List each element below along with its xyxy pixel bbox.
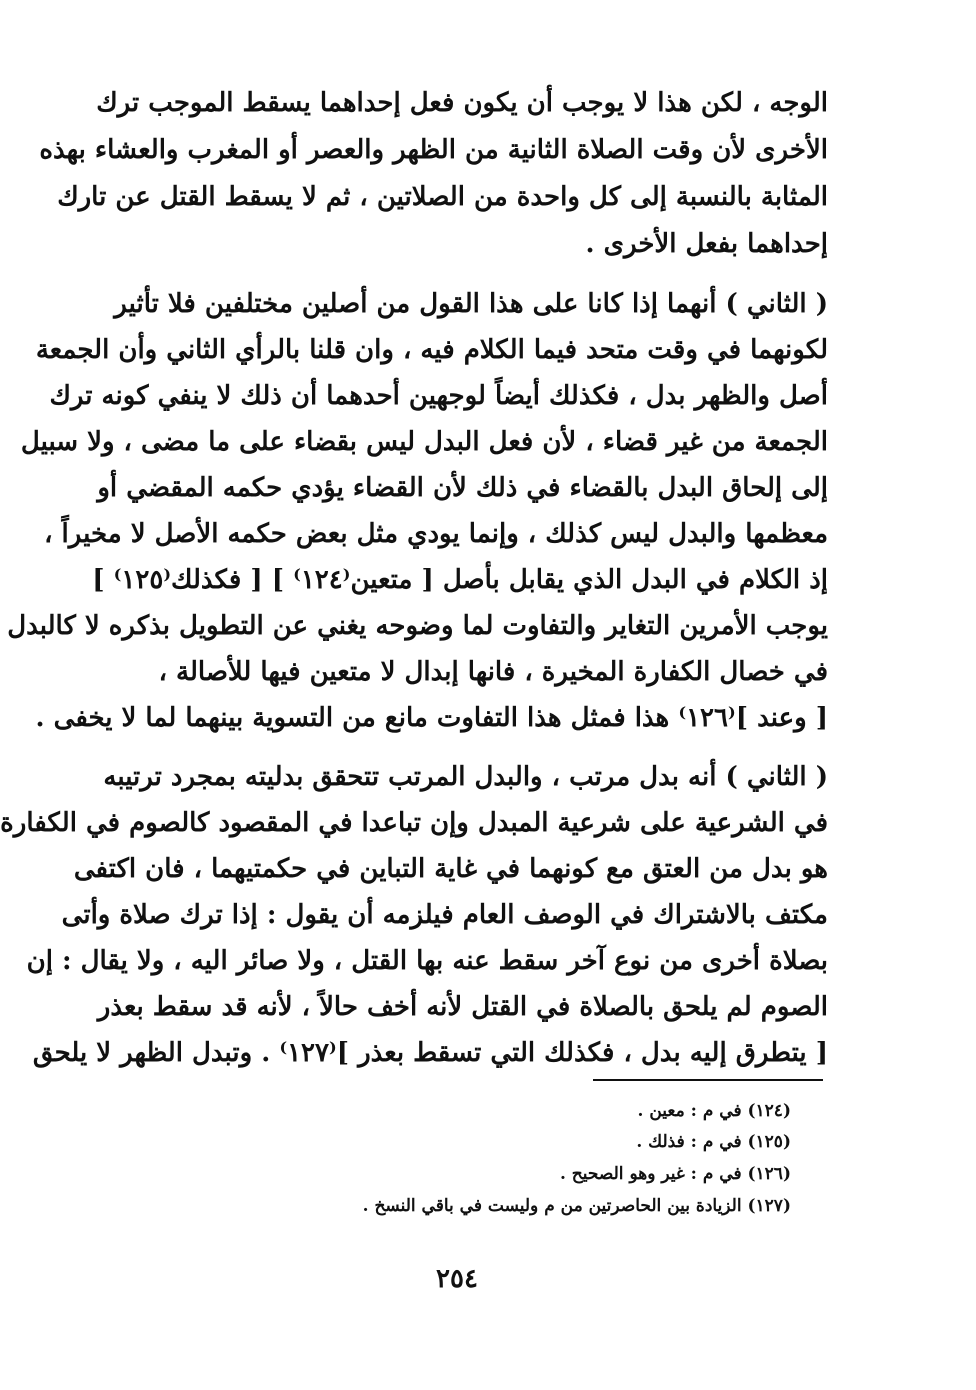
paragraph-3-line-3: هو بدل من العتق مع كونهما في غاية التباين في حكمتيهما ، فان اكتفى bbox=[73, 854, 828, 884]
paragraph-3-line-1: ( الثاني ) أنه بدل مرتب ، والبدل المرتب تتحقق بدليته بمجرد ترتيبه bbox=[103, 762, 828, 792]
footnote-127: (١٢٧) الزيادة بين الحاصرتين من م وليست في باقي النسخ . bbox=[362, 1196, 791, 1216]
footnote-125: (١٢٥) في م : فذلك . bbox=[636, 1132, 791, 1152]
paragraph-3-line-6: الصوم لم يلحق بالصلاة في القتل لأنه أخف حالاً ، لأنه قد سقط بعذر bbox=[97, 992, 828, 1022]
paragraph-1-line-2: الأخرى لأن وقت الصلاة الثانية من الظهر والعصر أو المغرب والعشاء بهذه bbox=[39, 135, 828, 165]
paragraph-1-line-4: إحداهما بفعل الأخرى . bbox=[585, 229, 828, 259]
paragraph-2-line-4: الجمعة من غير قضاء ، لأن فعل البدل ليس بقضاء على ما مضى ، ولا سبيل bbox=[20, 427, 828, 457]
footnote-126: (١٢٦) في م : غير وهو الصحيح . bbox=[559, 1164, 791, 1184]
paragraph-2-line-7: إذ الكلام في البدل الذي يقابل بأصل [ متعين⁽١٢٤⁾ ] [ فكذلك⁽١٢٥⁾ ] bbox=[92, 565, 828, 595]
paragraph-2-line-9: في خصال الكفارة المخيرة ، فانها إبدال لا متعين فيها للأصالة ، bbox=[158, 657, 828, 687]
paragraph-2-line-1: ( الثاني ) أنهما إذا كانا على هذا القول من أصلين مختلفين فلا تأثير bbox=[114, 289, 828, 319]
paragraph-1-line-1: الوجه ، لكن هذا لا يوجب أن يكون فعل إحداهما يسقط الموجب ترك bbox=[96, 88, 828, 118]
paragraph-2-line-5: إلى إلحاق البدل بالقضاء في ذلك لأن القضاء يؤدي حكمه المقضي أو bbox=[97, 473, 828, 503]
paragraph-3-line-7: [ يتطرق إليه بدل ، فكذلك التي تسقط بعذر ]⁽١٢٧⁾ . وتبدل الظهر لا يلحق bbox=[32, 1038, 828, 1068]
footnote-divider bbox=[593, 1079, 823, 1081]
paragraph-2-line-3: أصل والظهر بدل ، فكذلك أيضاً لوجهين أحدهما أن ذلك لا ينفي كونه ترك bbox=[49, 381, 828, 411]
paragraph-2-line-2: لكونهما في وقت متحد فيما الكلام فيه ، وان قلنا بالرأي الثاني وأن الجمعة bbox=[35, 335, 828, 365]
paragraph-3-line-4: مكتف بالاشتراك في الوصف العام فيلزمه أن يقول : إذا ترك صلاة وأتى bbox=[61, 900, 828, 930]
paragraph-1-line-3: المثابة بالنسبة إلى كل واحدة من الصلاتين ، ثم لا يسقط القتل عن تارك bbox=[57, 182, 828, 212]
footnote-124: (١٢٤) في م : معين . bbox=[637, 1101, 791, 1121]
paragraph-2-line-6: معظمها والبدل ليس كذلك ، وإنما يودي مثل بعض حكمه الأصل لا مخيراً ، bbox=[44, 519, 828, 549]
paragraph-3-line-2: في الشرعية على شرعية المبدل وإن تباعدا في المقصود كالصوم في الكفارة bbox=[0, 808, 828, 838]
paragraph-2-line-10: [ وعند ]⁽١٢٦⁾ هذا فمثل هذا التفاوت مانع من التسوية بينهما لما لا يخفى . bbox=[35, 703, 828, 733]
paragraph-2-line-8: يوجب الأمرين التغاير والتفاوت لما وضوحه يغني عن التطويل بذكره لا كالبدل bbox=[7, 611, 828, 641]
page-number: ٢٥٤ bbox=[436, 1264, 478, 1294]
paragraph-3-line-5: بصلاة أخرى من نوع آخر سقط عنه بها القتل ، ولا صائر اليه ، ولا يقال : إن bbox=[26, 946, 828, 976]
